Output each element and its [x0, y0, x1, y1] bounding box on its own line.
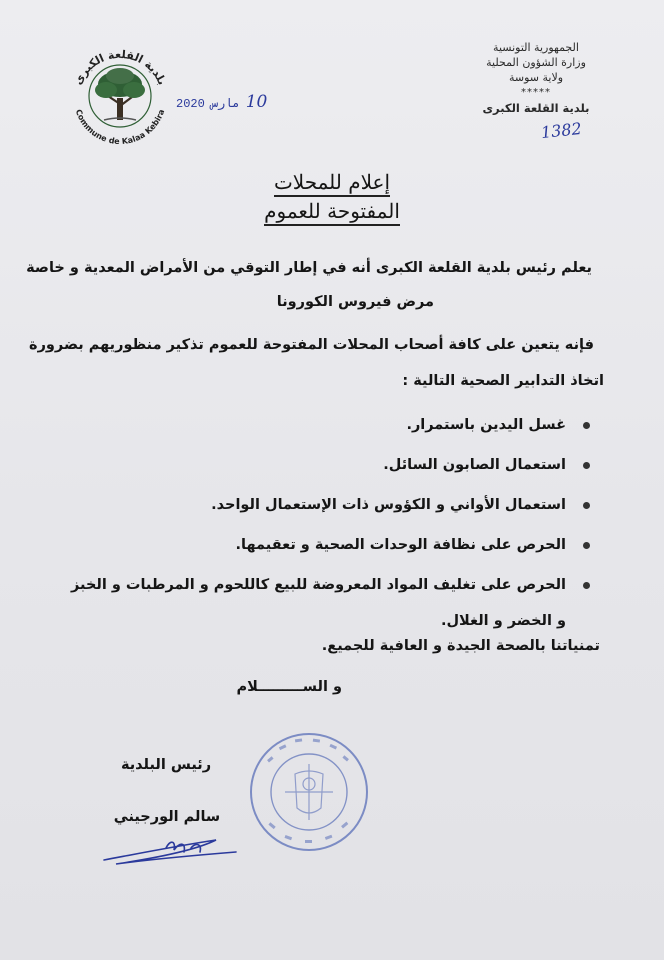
intro-line-3: فإنه يتعين على كافة أصحاب المحلات المفتوحة للعموم تذكير منظوريهم بضرورة	[29, 337, 594, 353]
signatory-title: رئيس البلدية	[120, 757, 212, 773]
measure-continuation: و الخضر و الغلال.	[440, 613, 566, 629]
logo-french-text: Commune de Kalaa Kebira	[73, 108, 167, 147]
header-stars: *****	[521, 87, 551, 98]
intro-line-4: اتخاذ التدابير الصحية التالية :	[402, 373, 604, 389]
intro-line-1: يعلم رئيس بلدية القلعة الكبرى أنه في إطار التوقي من الأمراض المعدية و خاصة	[26, 260, 592, 276]
signatory-name: سالم الورجيني	[113, 809, 221, 825]
logo-arabic-text: بلدية القلعة الكبرى	[71, 47, 169, 87]
ministry-name: وزارة الشؤون المحلية	[486, 56, 586, 69]
notice-subtitle	[0, 199, 664, 223]
closing-salutation: و الســـــــــلام	[236, 679, 342, 695]
header-block	[456, 40, 616, 116]
measure-text: استعمال الصابون السائل.	[383, 457, 566, 473]
date-year: 2020	[176, 97, 205, 111]
tree-icon	[95, 68, 145, 120]
list-item	[74, 412, 594, 442]
intro-line-2: مرض فيروس الكورونا	[276, 294, 434, 310]
governorate-name: ولاية سوسة	[508, 71, 564, 84]
date-stamp	[176, 92, 267, 112]
notice-title-line1: إعلام للمحلات	[274, 170, 390, 197]
municipality-logo	[64, 40, 176, 152]
measure-text: الحرص على تغليف المواد المعروضة للبيع كاللحوم و المرطبات و الخبز	[71, 577, 566, 593]
list-item	[74, 532, 594, 562]
reference-number: 1382	[540, 118, 583, 143]
list-item	[74, 452, 594, 482]
measure-text: غسل اليدين باستمرار.	[406, 417, 566, 433]
list-item	[74, 492, 594, 522]
notice-title	[0, 170, 664, 194]
wishes-line: تمنياتنا بالصحة الجيدة و العافية للجميع.	[321, 638, 600, 654]
list-item	[71, 572, 594, 634]
measure-text: استعمال الأواني و الكؤوس ذات الإستعمال الواحد.	[211, 497, 566, 513]
notice-title-line2: المفتوحة للعموم	[264, 199, 400, 226]
republic-name: الجمهورية التونسية	[493, 41, 579, 54]
measure-text: الحرص على نظافة الوحدات الصحية و تعقيمها.	[235, 537, 566, 553]
date-month: مارس	[210, 97, 240, 111]
municipality-name: بلدية القلعة الكبرى	[482, 101, 590, 115]
date-day: 10	[245, 92, 268, 112]
measures-list	[71, 412, 594, 634]
handwritten-signature	[96, 830, 246, 870]
official-seal	[245, 728, 373, 856]
